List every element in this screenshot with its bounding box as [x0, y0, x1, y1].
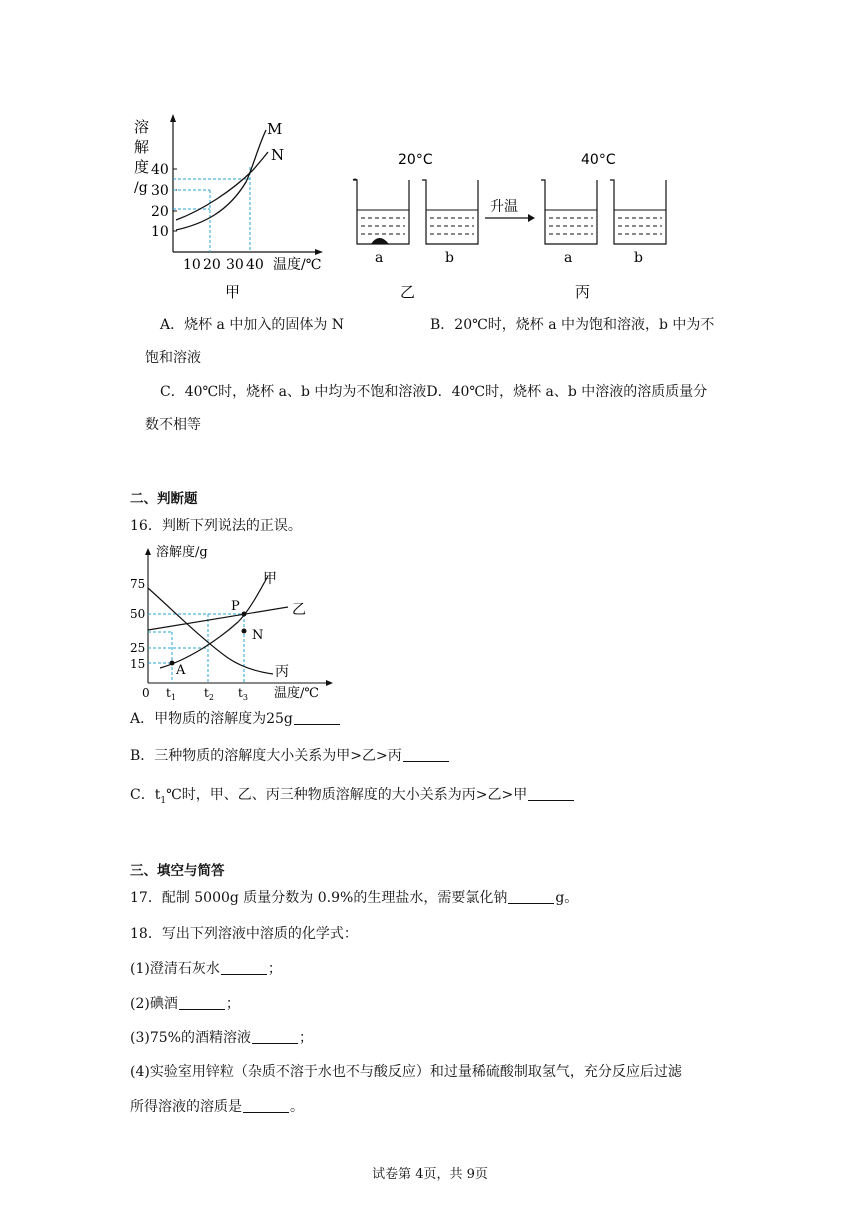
figure-caption-jia: 甲 — [225, 283, 241, 301]
beaker-figure — [345, 148, 685, 302]
x-tick: 20 — [203, 257, 221, 273]
option-cd: C．40℃时，烧杯 a、b 中均为不饱和溶液D．40℃时，烧杯 a、b 中溶液的溶质质量分 — [160, 384, 708, 400]
answer-blank[interactable] — [403, 747, 449, 762]
question-18-4-cont: 所得溶液的溶质是 。 — [130, 1099, 304, 1115]
y-tick: 40 — [151, 162, 169, 178]
point-label-p: P — [231, 599, 240, 614]
answer-blank[interactable] — [179, 995, 225, 1010]
y-axis-label-char: 解 — [134, 138, 150, 156]
statement-b: B．三种物质的溶解度大小关系为甲>乙>丙 — [130, 746, 450, 766]
answer-blank[interactable] — [508, 889, 554, 904]
y-tick: 20 — [151, 204, 169, 220]
curve-label-yi: 乙 — [292, 602, 306, 618]
arrow-label: 升温 — [490, 199, 518, 215]
y-tick: 75 — [130, 577, 146, 591]
question-18-2: (2)碘酒 ； — [130, 996, 240, 1012]
temperature-label-40: 40°C — [581, 152, 616, 168]
beaker-bing-a — [541, 180, 597, 244]
y-tick: 50 — [130, 607, 146, 621]
x-tick: $t_1$ — [166, 686, 176, 702]
beaker-bing-b — [610, 180, 666, 244]
point-label-n: N — [252, 628, 264, 643]
solubility-graph-q16 — [128, 540, 343, 702]
x-axis-label: 温度/℃ — [274, 686, 319, 701]
option-b-cont: 饱和溶液 — [145, 350, 201, 366]
beaker-label: a — [375, 250, 384, 266]
answer-blank[interactable] — [294, 710, 340, 725]
answer-blank[interactable] — [243, 1098, 289, 1113]
option-b: B．20℃时，烧杯 a 中为饱和溶液，b 中为不 — [430, 317, 715, 333]
question-18-3: (3)75%的酒精溶液 ； — [130, 1030, 313, 1046]
curve-yi — [148, 607, 288, 630]
question-18-1: (1)澄清石灰水 ； — [130, 961, 282, 977]
x-tick: 40 — [246, 257, 264, 273]
page-footer: 试卷第 4页，共 9页 — [372, 1167, 488, 1182]
y-tick: 15 — [130, 657, 146, 671]
beaker-yi-b — [422, 180, 478, 244]
beaker-label: b — [634, 250, 643, 266]
x-tick: 10 — [183, 257, 201, 273]
y-axis-label-char: 度 — [134, 158, 150, 176]
answer-blank[interactable] — [221, 960, 267, 975]
x-tick: $t_3$ — [238, 686, 248, 702]
curve-jia — [160, 576, 268, 668]
y-tick: 30 — [151, 183, 169, 199]
point-label-a: A — [176, 663, 186, 678]
question-16-stem: 16．判断下列说法的正误。 — [130, 518, 302, 534]
y-tick: 25 — [130, 641, 146, 655]
temperature-label-20: 20°C — [398, 152, 433, 168]
section-title-fill: 三、填空与简答 — [130, 863, 225, 879]
beaker-label: a — [564, 250, 573, 266]
option-a: A．烧杯 a 中加入的固体为 N — [160, 317, 345, 333]
y-axis-label-char: 溶 — [134, 118, 150, 136]
solubility-graph-jia — [128, 112, 338, 302]
beaker-label: b — [445, 250, 454, 266]
question-18-4: (4)实验室用锌粒（杂质不溶于水也不与酸反应）和过量稀硫酸制取氢气，充分反应后过滤 — [130, 1064, 682, 1080]
y-tick: 10 — [151, 224, 169, 240]
origin-label: 0 — [142, 686, 150, 700]
question-17: 17．配制 5000g 质量分数为 0.9%的生理盐水，需要氯化钠 g。 — [130, 890, 579, 906]
answer-blank[interactable] — [252, 1029, 298, 1044]
option-cd-cont: 数不相等 — [145, 417, 201, 433]
figure-caption-bing: 丙 — [575, 283, 591, 301]
figure-caption-yi: 乙 — [400, 283, 416, 301]
answer-blank[interactable] — [528, 786, 574, 801]
curve-label-jia: 甲 — [263, 571, 277, 587]
question-18: 18．写出下列溶液中溶质的化学式： — [130, 926, 358, 942]
x-tick: $t_2$ — [204, 686, 214, 702]
y-axis-label-char: /g — [134, 180, 148, 196]
statement-a: A．甲物质的溶解度为25g — [130, 709, 341, 729]
curve-label-n: N — [271, 146, 285, 164]
section-title-judgement: 二、判断题 — [130, 491, 198, 507]
curve-label-m: M — [267, 120, 283, 138]
beaker-yi-a — [353, 179, 409, 244]
curve-label-bing: 丙 — [275, 664, 289, 680]
x-tick: 30 — [226, 257, 244, 273]
y-axis-label: 溶解度/g — [156, 545, 208, 560]
statement-c: C．$t_1℃$时，甲、乙、丙三种物质溶解度的大小关系为丙>乙>甲 — [130, 785, 575, 811]
x-axis-label: 温度/℃ — [273, 257, 322, 273]
